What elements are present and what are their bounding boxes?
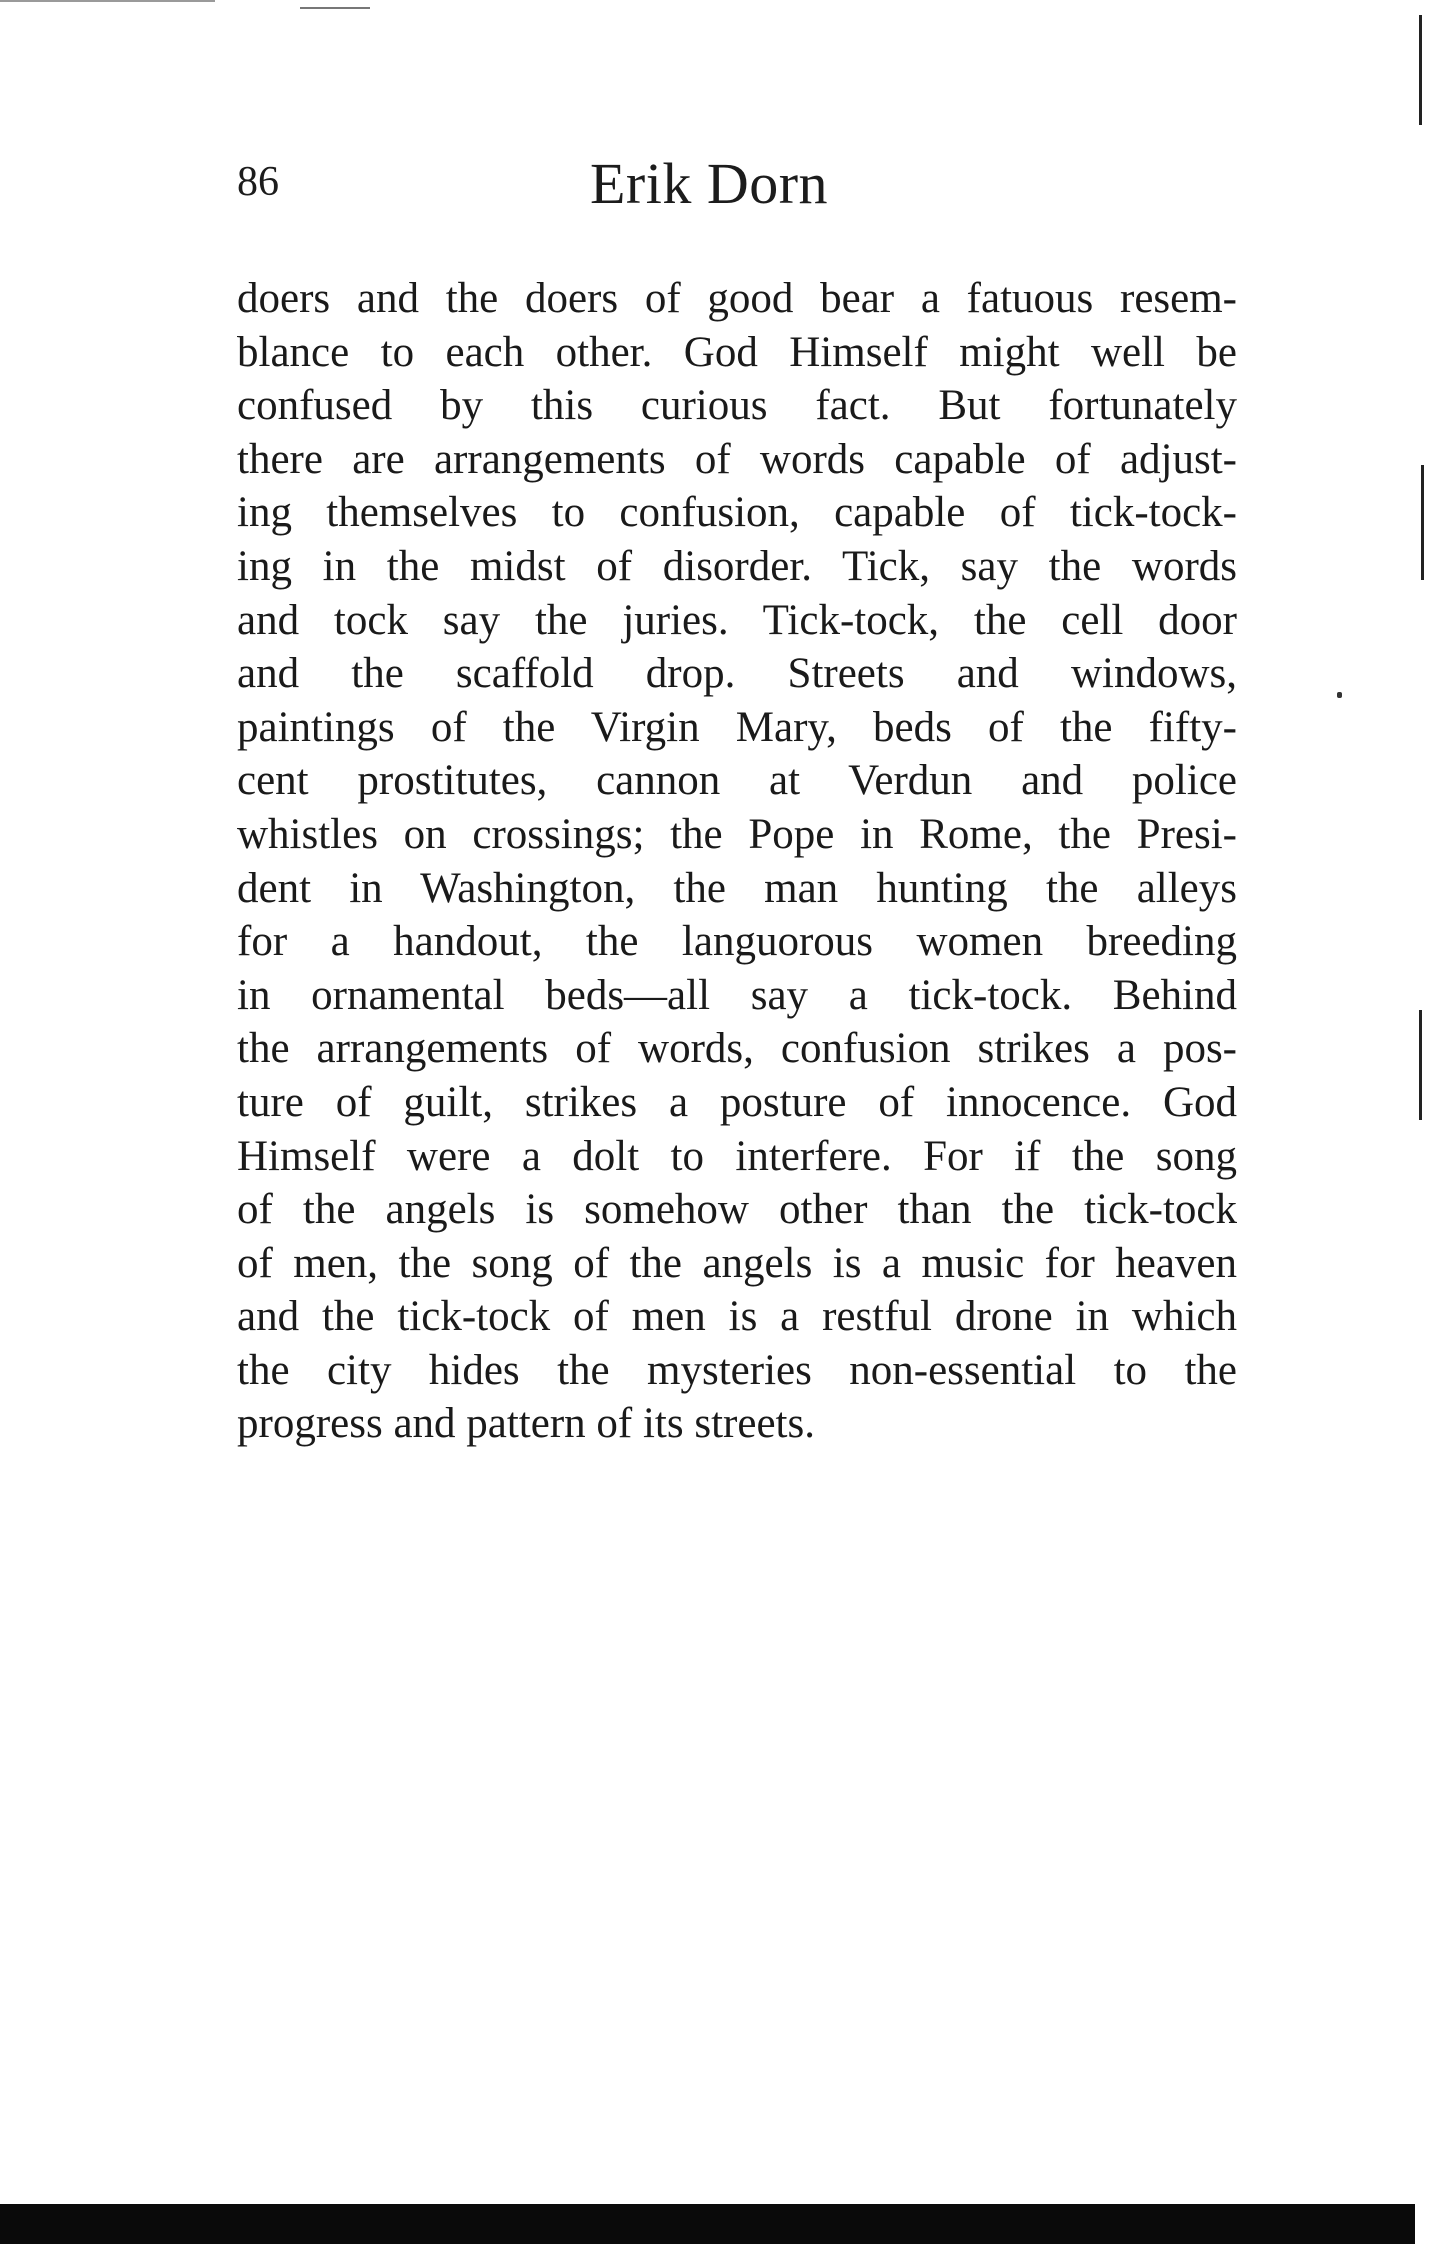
- scan-edge-mark: [1419, 15, 1422, 125]
- text-line: ture of guilt, strikes a posture of innocence. God: [237, 1078, 1237, 1126]
- body-paragraph: [237, 272, 1237, 1451]
- scan-edge-mark: [1419, 1010, 1422, 1120]
- text-line: whistles on crossings; the Pope in Rome, the Presi-: [237, 810, 1237, 858]
- text-line-last: progress and pattern of its streets.: [237, 1400, 815, 1448]
- text-line: for a handout, the languorous women breeding: [237, 918, 1237, 966]
- scan-edge-mark: [1421, 465, 1424, 580]
- text-line: the arrangements of words, confusion strikes a pos-: [237, 1025, 1237, 1073]
- text-line: dent in Washington, the man hunting the alleys: [237, 864, 1237, 912]
- text-line: confused by this curious fact. But fortunately: [237, 382, 1237, 430]
- text-line: blance to each other. God Himself might well be: [237, 328, 1237, 376]
- text-line: in ornamental beds—all say a tick-tock. Behind: [237, 971, 1237, 1019]
- scan-edge-mark: [300, 7, 370, 9]
- text-line: the city hides the mysteries non-essential to the: [237, 1346, 1237, 1394]
- text-line: of men, the song of the angels is a music for heaven: [237, 1239, 1237, 1287]
- text-line: and the scaffold drop. Streets and windows,: [237, 650, 1237, 698]
- page-number: 86: [237, 159, 279, 205]
- text-line: of the angels is somehow other than the tick-tock: [237, 1186, 1237, 1234]
- text-line: Himself were a dolt to interfere. For if the song: [237, 1132, 1237, 1180]
- text-line: there are arrangements of words capable of adjust-: [237, 435, 1237, 483]
- scan-bottom-edge: [0, 2204, 1415, 2244]
- text-line: ing themselves to confusion, capable of tick-tock-: [237, 489, 1237, 537]
- scan-speck: [1337, 692, 1342, 698]
- text-line: doers and the doers of good bear a fatuous resem-: [237, 275, 1237, 322]
- text-line: paintings of the Virgin Mary, beds of the fifty-: [237, 703, 1237, 751]
- text-line: and the tick-tock of men is a restful drone in which: [237, 1293, 1237, 1341]
- text-line: and tock say the juries. Tick-tock, the cell door: [237, 596, 1237, 644]
- page-header: [237, 150, 1237, 220]
- scan-edge-mark: [0, 0, 215, 2]
- running-title: Erik Dorn: [590, 151, 829, 216]
- text-line: ing in the midst of disorder. Tick, say the words: [237, 542, 1237, 590]
- text-line: cent prostitutes, cannon at Verdun and police: [237, 757, 1237, 805]
